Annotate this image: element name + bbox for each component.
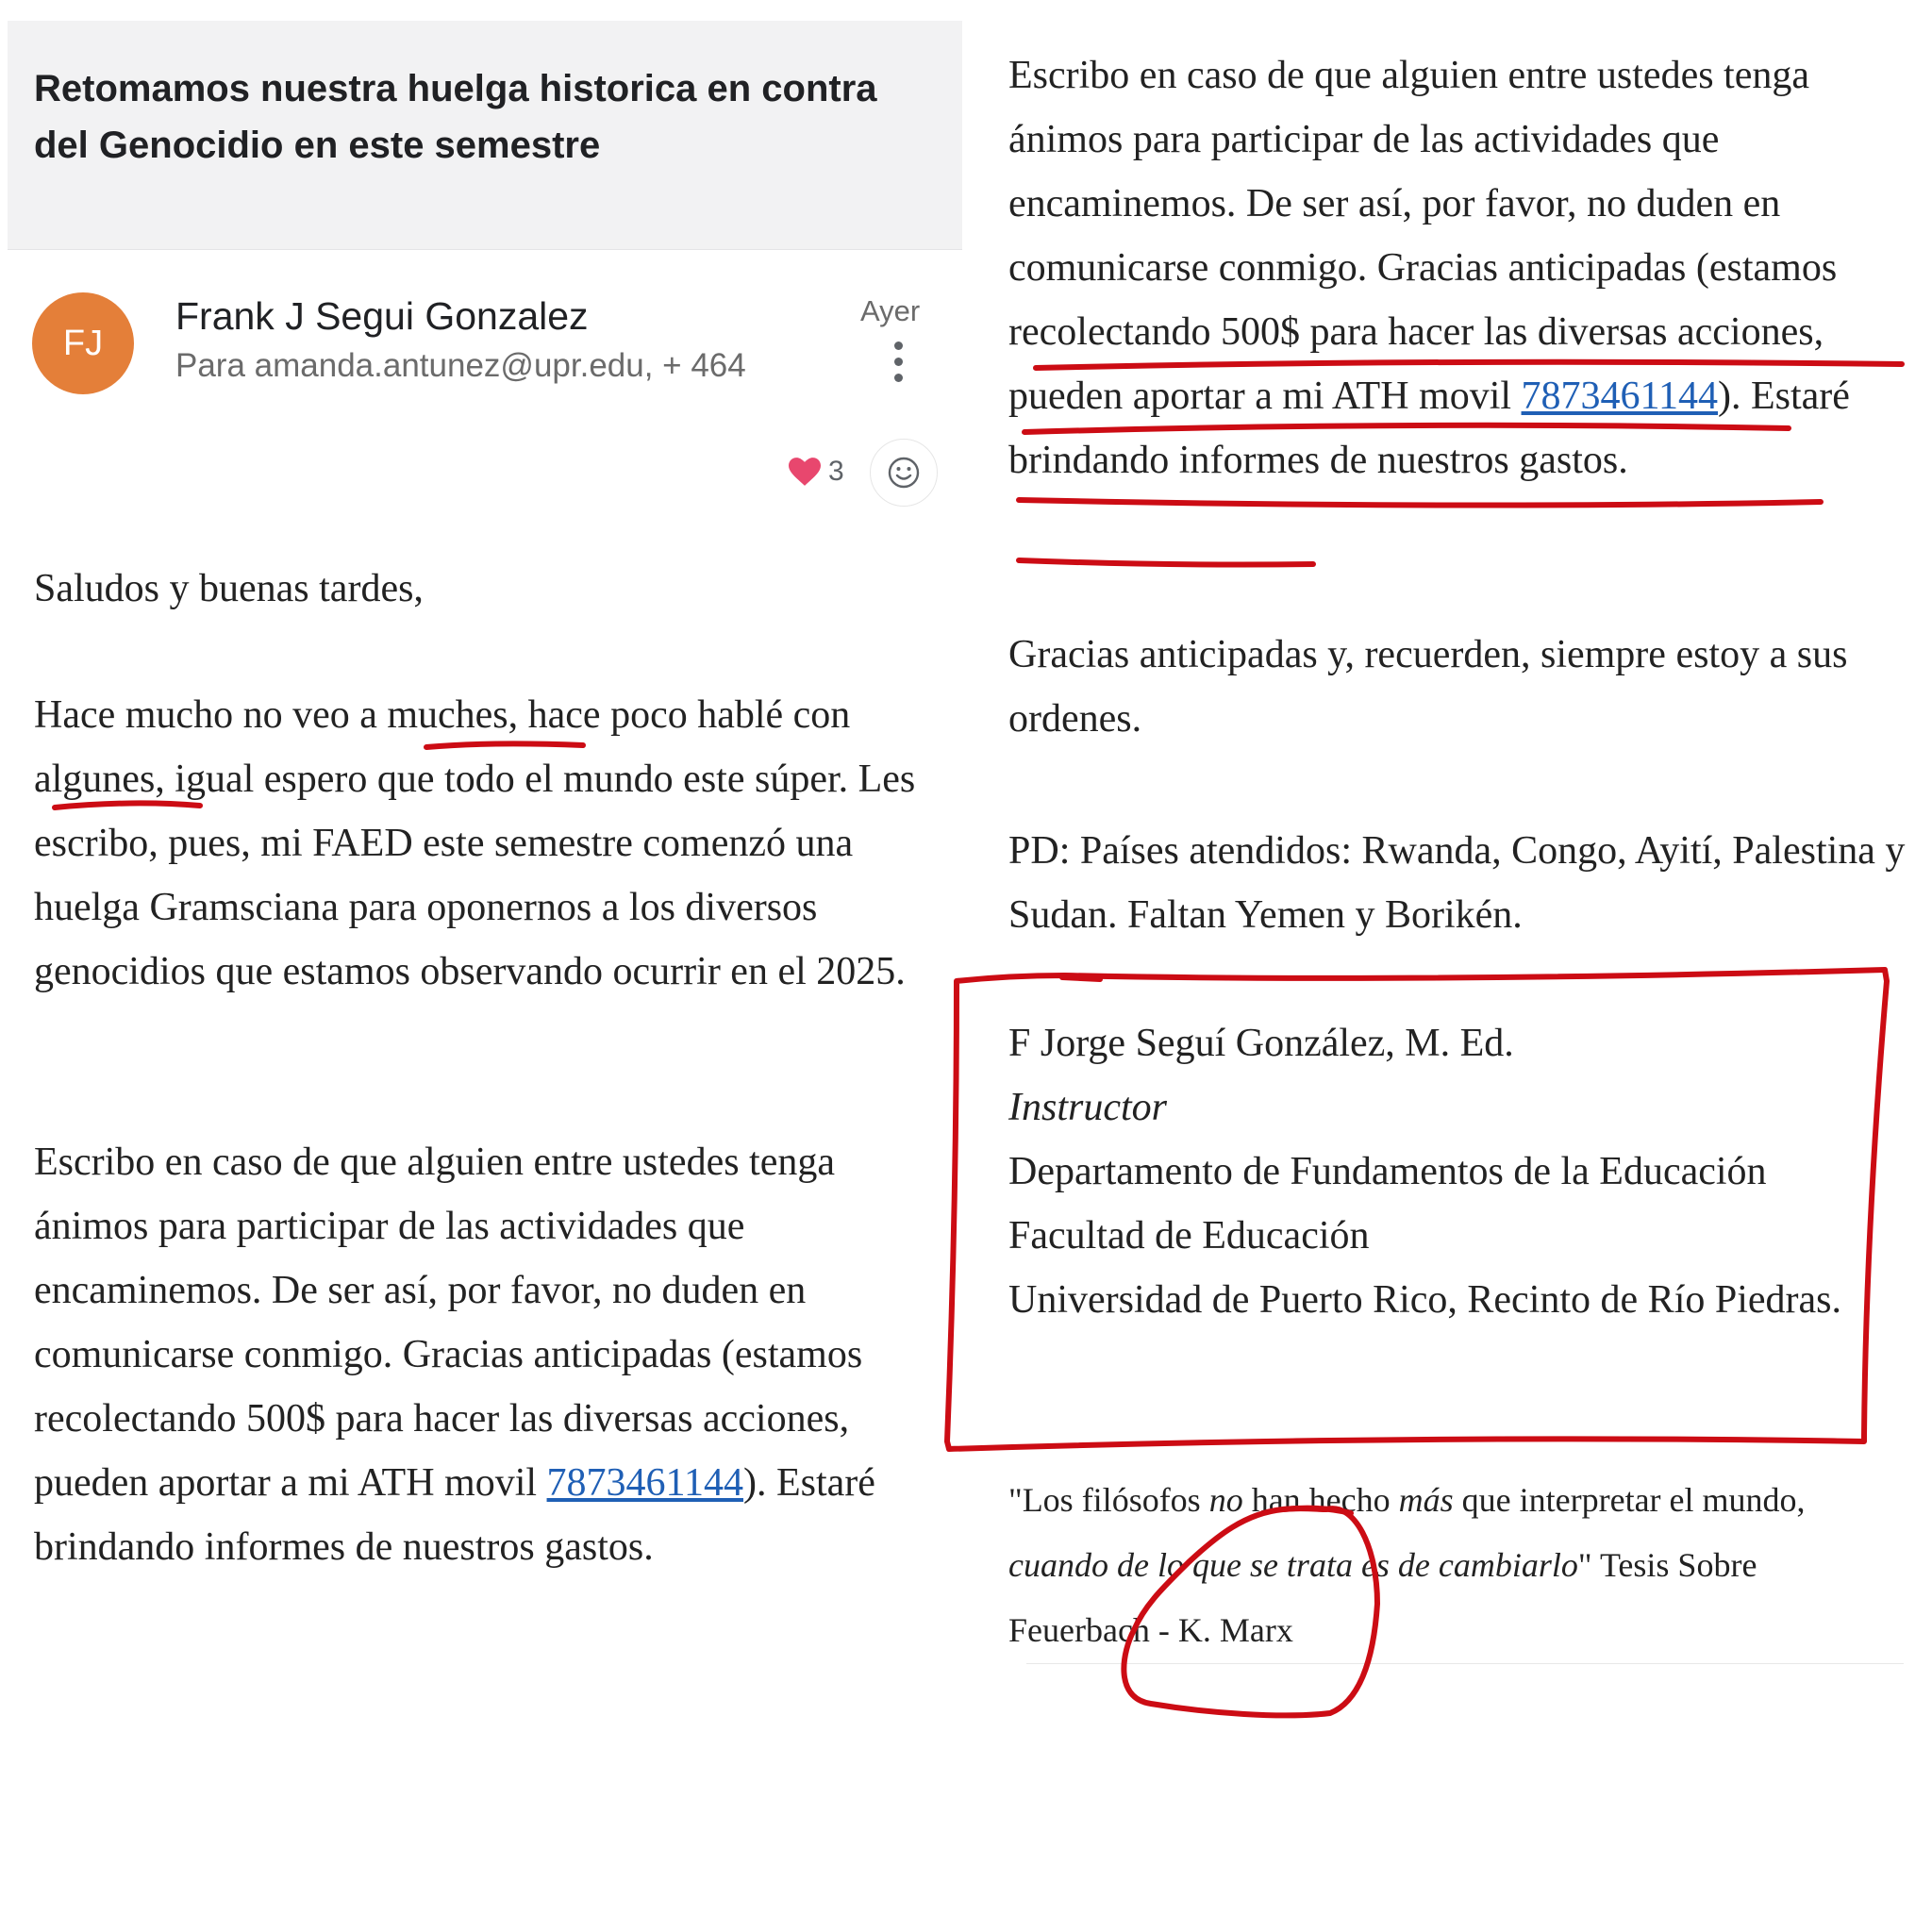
sender-name[interactable]: Frank J Segui Gonzalez xyxy=(175,294,589,338)
quote-part: que interpretar el mundo, xyxy=(1453,1481,1806,1519)
signature-university: Universidad de Puerto Rico, Recinto de Río Piedras. xyxy=(1008,1278,1842,1322)
email-view-left xyxy=(0,0,966,1613)
paragraph-2-text-start: Escribo en caso de que alguien entre ustedes tenga ánimos para participar de las actividades que encaminemos. De ser así, por favor, no duden en comunicarse conmigo. Gracias anticipadas (estamos recolectando 500$ para hacer las diversas acciones, pueden aportar a mi ATH movil xyxy=(1008,54,1838,418)
quote-part: " Tesis Sobre Feuerbach - K. Marx xyxy=(1008,1546,1757,1649)
subject-bar xyxy=(8,21,962,250)
paragraph-2-text-end: ). Estaré brindando informes de nuestros gastos. xyxy=(1008,375,1850,482)
email-view-right xyxy=(966,0,1932,1932)
signature-name: F Jorge Seguí González, M. Ed. xyxy=(1008,1022,1514,1065)
smiley-icon xyxy=(887,456,921,490)
recipients-line[interactable]: Para amanda.antunez@upr.edu, + 464 xyxy=(175,347,746,384)
thanks-paragraph: Gracias anticipadas y, recuerden, siempre estoy a sus ordenes. xyxy=(1008,633,1848,741)
quote-emphasis: cuando de lo que se trata es de cambiarlo xyxy=(1008,1546,1578,1584)
body-paragraph-1: Hace mucho no veo a muches, hace poco hablé con algunes, igual espero que todo el mundo este súper. Les escribo, pues, mi FAED este semestre comenzó una huelga Gramsciana para oponernos a los diversos genocidios que estamos observando ocurrir en el 2025. xyxy=(34,693,916,993)
paragraph-2-text-start: Escribo en caso de que alguien entre ustedes tenga ánimos para participar de las actividades que encaminemos. De ser así, por favor, no duden en comunicarse conmigo. Gracias anticipadas (estamos recolectando 500$ para hacer las diversas acciones, pueden aportar a mi ATH movil xyxy=(34,1141,863,1505)
signature-role: Instructor xyxy=(1008,1086,1167,1129)
heart-icon xyxy=(789,458,821,486)
add-reaction-button[interactable] xyxy=(870,439,938,507)
signature-department: Departamento de Fundamentos de la Educación xyxy=(1008,1150,1767,1193)
postscript-paragraph: PD: Países atendidos: Rwanda, Congo, Ayití, Palestina y Sudan. Faltan Yemen y Borikén. xyxy=(1008,829,1906,937)
signature-quote xyxy=(1008,1468,1905,1663)
greeting-text: Saludos y buenas tardes, xyxy=(34,567,424,610)
body-paragraph-2-continued xyxy=(1008,43,1924,492)
quote-part: han hecho xyxy=(1242,1481,1399,1519)
reaction-count: 3 xyxy=(828,456,844,487)
divider xyxy=(1026,1663,1904,1664)
more-options-icon[interactable] xyxy=(891,341,906,389)
signature-block xyxy=(1008,1011,1914,1332)
quote-part: "Los filósofos xyxy=(1008,1481,1209,1519)
phone-link[interactable]: 7873461144 xyxy=(546,1461,743,1505)
quote-emphasis: no xyxy=(1208,1481,1243,1519)
avatar[interactable]: FJ xyxy=(32,292,134,394)
signature-faculty: Facultad de Educación xyxy=(1008,1214,1370,1257)
quote-emphasis: más xyxy=(1398,1481,1454,1519)
email-subject: Retomamos nuestra huelga historica en contra del Genocidio en este semestre xyxy=(34,68,877,166)
body-paragraph-2 xyxy=(34,1130,958,1579)
email-time: Ayer xyxy=(860,294,921,327)
phone-link[interactable]: 7873461144 xyxy=(1521,375,1718,418)
paragraph-2-text-end: ). Estaré brindando informes de nuestros gastos. xyxy=(34,1461,875,1569)
reaction-badge[interactable] xyxy=(789,451,844,492)
